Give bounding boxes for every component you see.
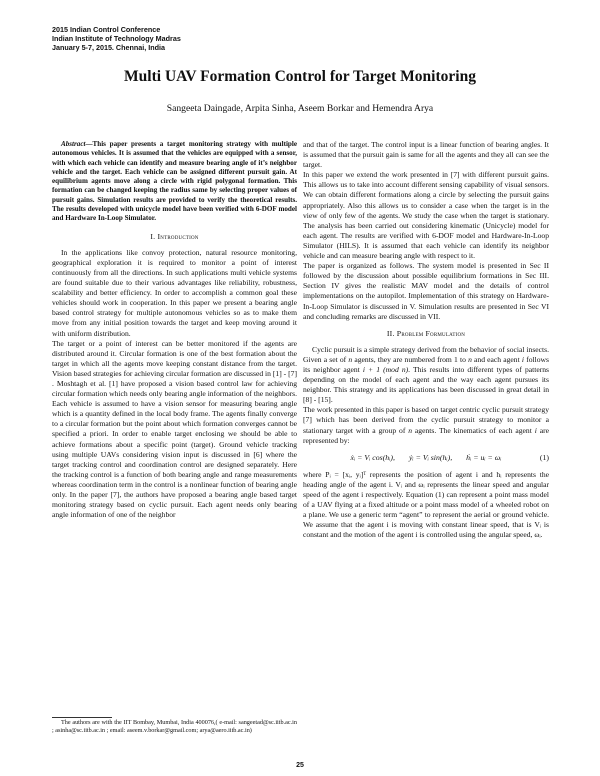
paper-title: Multi UAV Formation Control for Target Monitoring bbox=[124, 68, 476, 85]
math-n: n bbox=[408, 425, 413, 435]
problem-paragraph-3: where Pᵢ = [xᵢ, yᵢ]ᵀ represents the position of agent i and hᵢ represents the heading angle of the agent i. Vᵢ and ωᵢ represents the linear speed and angular speed of the agent i respectively. Equation (1) can represent a point mass model of a UAV flying at a fixed altitude or a point mass model of a wheeled robot on a plane. We use a generic term “agent” to represent the aerial or ground vehicle. We assume that the agent i is moving with constant linear speed, that is Vᵢ is constant and the motion of the agent i is controlled using the angular speed, ωᵢ. bbox=[303, 469, 549, 540]
equation-y-dot: ẏᵢ = Vᵢ sin(hᵢ), bbox=[408, 452, 453, 462]
intro-continuation-3: The paper is organized as follows. The system model is presented in Sec II followed by the discussion about possible equilibrium formations in Sec III. Section IV gives the realistic MAV model and the details of control implementations on the autopilot. Implementation of this strategy on Hardware-In-Loop Simulator is discussed in V. Simulation results are presented in Sec VI and concluding remarks are discussed in VII. bbox=[303, 261, 549, 321]
problem-paragraph-2 bbox=[303, 405, 549, 445]
equation-1 bbox=[303, 453, 549, 463]
paper-authors: Sangeeta Daingade, Arpita Sinha, Aseem Borkar and Hemendra Arya bbox=[166, 103, 434, 114]
footnote-text: The authors are with the IIT Bombay, Mumbai, India 400076,( e-mail: sangeetad@sc.iitb.ac.in ; asinha@sc.iitb.ac.in ; email: aseem.v.borkar@gmail.com; arya@aero.iitb.ac.in) bbox=[52, 719, 297, 734]
text-run: agents, they are numbered from 1 to bbox=[352, 354, 469, 364]
abstract-dash: — bbox=[85, 140, 93, 148]
text-run: . This results into different types of patterns depending on the model of each agent and the way each agent pursues its neighbor. This strategy and its applications has been discussed in great detail in [8] - [15]. bbox=[303, 364, 549, 405]
right-column bbox=[303, 140, 549, 540]
math-i: i bbox=[521, 354, 525, 364]
text-run: follows its neighbor agent bbox=[303, 354, 549, 374]
section-heading-problem-formulation bbox=[303, 329, 549, 339]
equation-body bbox=[351, 453, 502, 463]
text-run: and each agent bbox=[471, 354, 522, 364]
footnote-divider bbox=[52, 717, 112, 718]
math-i: i bbox=[534, 425, 537, 435]
conference-header bbox=[52, 25, 181, 52]
text-run: Cyclic pursuit is a simple strategy derived from the behavior of social insects. Given a set of bbox=[303, 344, 549, 364]
section-heading-introduction bbox=[52, 232, 297, 242]
section-title: Introduction bbox=[157, 231, 199, 241]
conference-dates: January 5-7, 2015. Chennai, India bbox=[52, 43, 166, 52]
equation-number: (1) bbox=[539, 452, 549, 462]
author-footnote bbox=[52, 719, 297, 734]
abstract-label: Abstract bbox=[61, 140, 86, 148]
intro-paragraph-2: The target or a point of interest can be better monitored if the agents are distributed around it. Circular formation is one of the best formation about the target in which all the agents move keeping constant distance from the target. Vision based strategies for achieving circular formation are discussed in [1] - [7] . Moshtagh et al. [1] have proposed a vision based control law for achieving circular formation which needs only bearing angle information of the neighbors. Each vehicle is assumed to have a vision sensor for measuring bearing angle which is a quantity defined in the local body frame. The agents finally converge to a circular formation but the point about which formation converges cannot be specified a priori. In order to enable target enclosing we should be able to achieve formations about a specific point (target). Ground vehicle tracking using multiple UAVs considering vision input is discussed in [6] where the target tracking control and coordination control are designed separately. Here the tracking control is a function of both bearing angle and range measurements whereas coordination term in the control is a nonlinear function of bearing angle only. In the paper [7], the authors have proposed a bearing angle based target monitoring strategy based on cyclic pursuit. Each agent needs only bearing angle information of one of the neighbor bbox=[52, 338, 297, 520]
abstract-text: This paper presents a target monitoring strategy with multiple autonomous vehicles. It is assumed that the vehicles are equipped with a sensor, with which each vehicle can identify and measure bearing angle of it’s neighbor vehicle and the target. Each vehicle can be assigned different pursuit gain. At equilibrium agents move along a circle with rigid polygonal formation. This formation can be changed keeping the radius same by selecting proper values of pursuit gains. Simulation results are provided to verify the theoretical results. The results developed with unicycle model have been verified with 6-DOF model and Hardware In-Loop Simulator. bbox=[52, 140, 297, 223]
text-run: agents. The kinematics of each agent bbox=[412, 425, 535, 435]
intro-continuation-2: In this paper we extend the work presented in [7] with different pursuit gains. This allows us to take into account different sensing capability of visual sensors. We can obtain different formations along a circle by selecting the pursuit gains appropriately. Also this allows us to consider a case when the target is in the view of only few of the agents. We study the case when the target is stationary. The analysis has been carried out considering kinematic (Unicycle) model for each agent. The results are verified with 6-DOF model and Hardware-In-Loop Simulator (HILS). It is assumed that each vehicle can identify its neighbor vehicle and can measure bearing angle with respect to it. bbox=[303, 170, 549, 261]
equation-x-dot: ẋᵢ = Vᵢ cos(hᵢ), bbox=[350, 452, 395, 462]
math-next-agent: i + 1 (mod n) bbox=[362, 364, 409, 374]
text-run: are represented by: bbox=[303, 425, 549, 445]
conference-venue: Indian Institute of Technology Madras bbox=[52, 34, 181, 43]
math-n: n bbox=[468, 354, 472, 364]
conference-name: 2015 Indian Control Conference bbox=[52, 25, 161, 34]
equation-h-dot: ḣᵢ = uᵢ = ωᵢ bbox=[466, 452, 502, 462]
abstract bbox=[52, 140, 297, 224]
math-n: n bbox=[348, 354, 353, 364]
text-run: The work presented in this paper is based on target centric cyclic pursuit strategy [7] which has been derived from the cyclic pursuit strategy to monitor a stationary target with a group of bbox=[303, 405, 549, 435]
page-number: 25 bbox=[296, 762, 304, 769]
left-column bbox=[52, 140, 297, 520]
section-numeral: II. bbox=[386, 328, 395, 338]
problem-paragraph-1 bbox=[303, 345, 549, 406]
intro-continuation-1: and that of the target. The control input is a linear function of bearing angles. It is assumed that the pursuit gain is same for all the agents and they all can see the target. bbox=[303, 140, 549, 170]
intro-paragraph-1: In the applications like convoy protection, natural resource monitoring, geographical exploration it is required to monitor a point of interest continuously from all the directions. In such applications multi vehicle systems are found suitable due to their various advantages like reliability, robustness, scalability and better efficiency. In order to accomplish a common goal these vehicles should work in cooperation. In this paper we present a bearing angle based control strategy for multiple autonomous vehicles so as to make them move from any initial position towards the target and keep moving around it with uniform distribution. bbox=[52, 247, 297, 338]
section-title: Problem Formulation bbox=[396, 328, 466, 338]
section-numeral: I. bbox=[150, 231, 156, 241]
